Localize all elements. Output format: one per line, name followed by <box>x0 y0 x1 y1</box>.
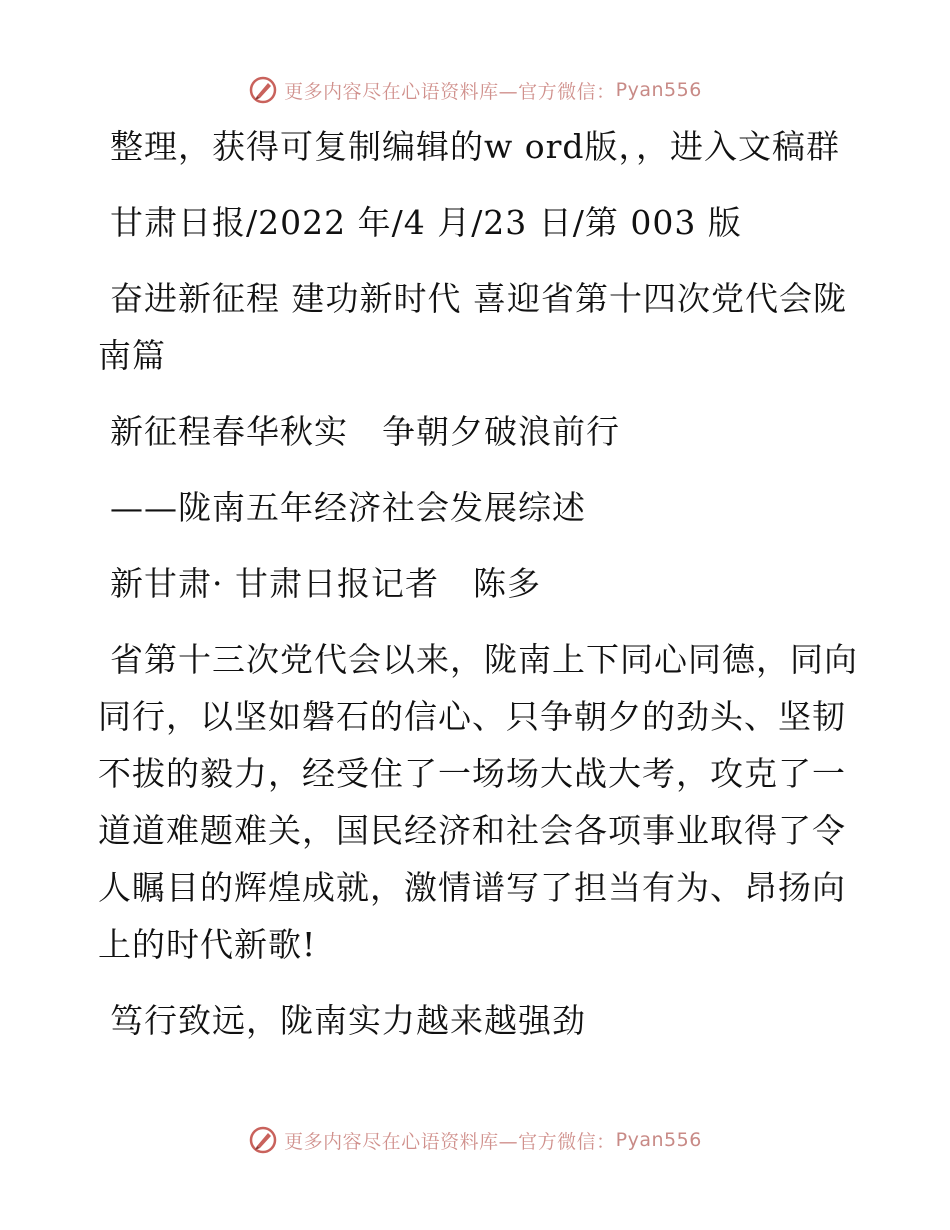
paragraph-headline: 新征程春华秋实 争朝夕破浪前行 <box>110 412 620 451</box>
pen-logo-icon <box>248 1125 278 1155</box>
paragraph-body: 省第十三次党代会以来，陇南上下同心同德，同向同行，以坚如磐石的信心、只争朝夕的劲头、坚韧不拔的毅力，经受住了一场场大战大考，攻克了一道道难题难关，国民经济和社会各项事业取得了令人瞩目的辉煌成就，激情谱写了担当有为、昂扬向上的时代新歌! <box>98 640 858 964</box>
pen-logo-icon <box>248 75 278 105</box>
document-body <box>98 118 868 1068</box>
watermark-text: 更多内容尽在心语资料库—官方微信： <box>284 1130 616 1153</box>
watermark-wechat-id: Pyan556 <box>615 1129 702 1151</box>
paragraph-subheadline: ——陇南五年经济社会发展综述 <box>110 488 586 527</box>
paragraph-intro: 整理，获得可复制编辑的w ord版，，进入文稿群 <box>110 127 841 166</box>
paragraph-byline: 新甘肃· 甘肃日报记者 陈多 <box>110 564 541 603</box>
paragraph-source: 甘肃日报/2022 年/4 月/23 日/第 003 版 <box>110 203 742 242</box>
footer-watermark <box>0 1120 950 1160</box>
header-watermark <box>0 70 950 110</box>
paragraph-column-title: 奋进新征程 建功新时代 喜迎省第十四次党代会陇南篇 <box>98 279 847 375</box>
watermark-wechat-id: Pyan556 <box>615 79 702 101</box>
watermark-text: 更多内容尽在心语资料库—官方微信： <box>284 80 616 103</box>
paragraph-section-heading: 笃行致远，陇南实力越来越强劲 <box>110 1001 586 1040</box>
